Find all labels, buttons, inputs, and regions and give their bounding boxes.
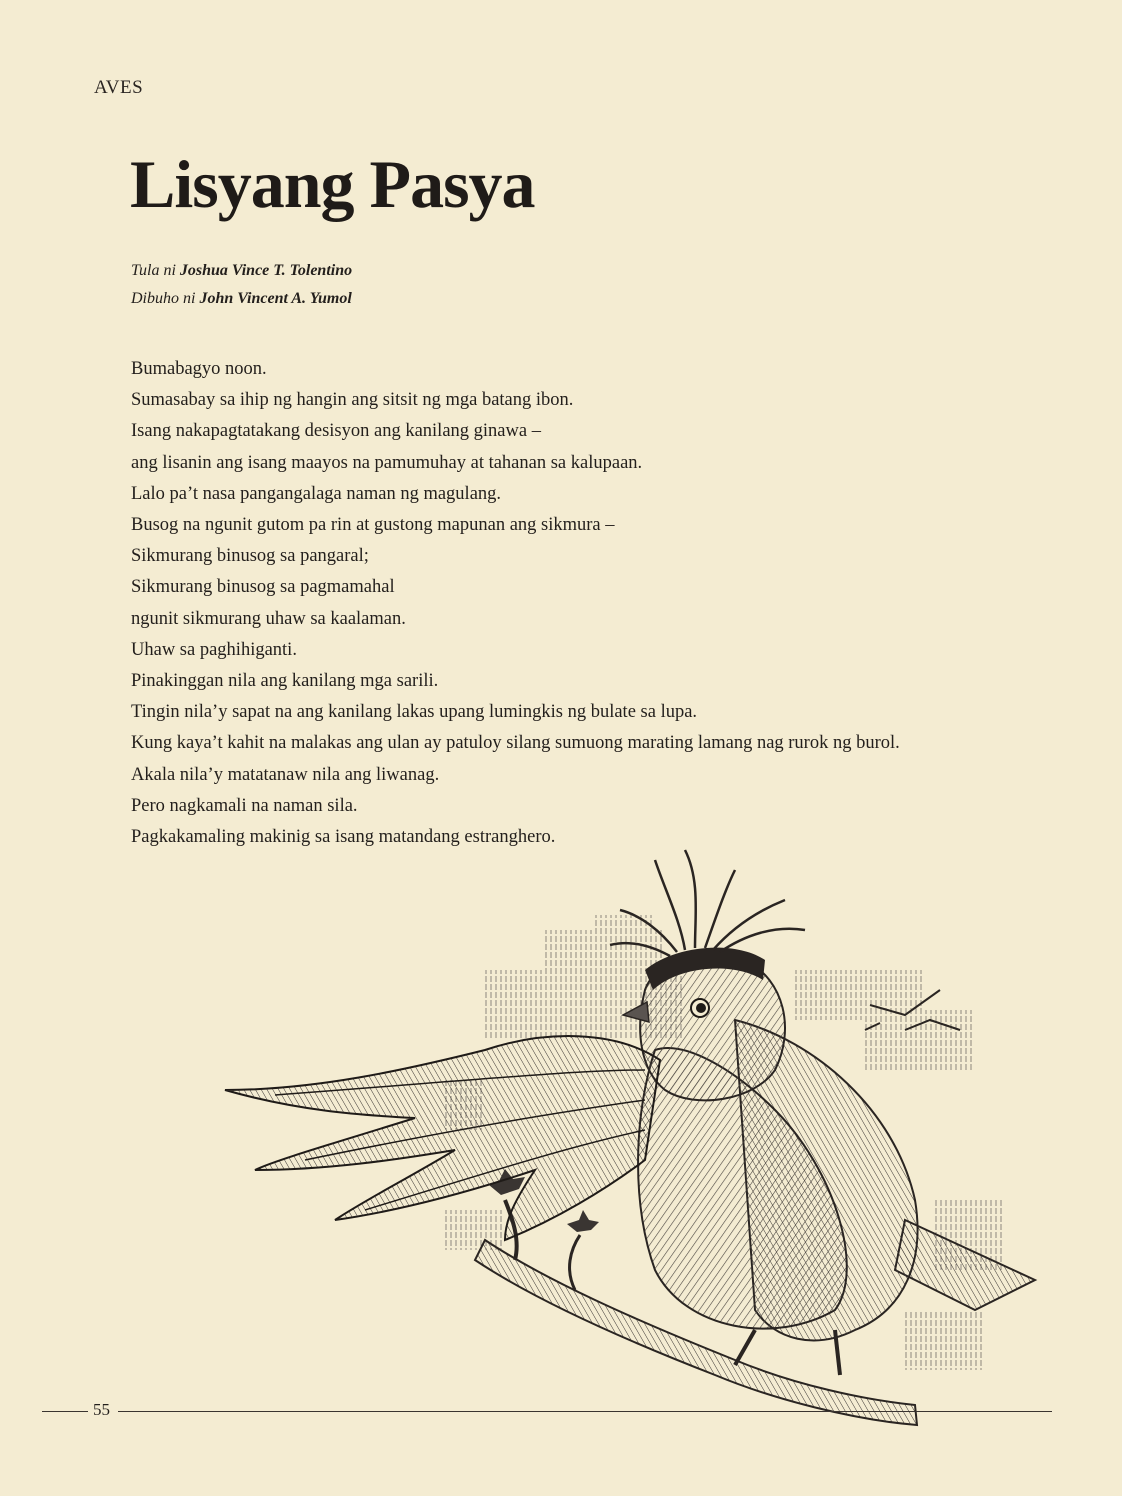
poem-line: Sumasabay sa ihip ng hangin ang sitsit ng mga batang ibon. bbox=[131, 390, 574, 411]
poem-line: Pero nagkamali na naman sila. bbox=[131, 795, 358, 816]
section-label: AVES bbox=[94, 77, 144, 98]
poem-line: Sikmurang binusog sa pangaral; bbox=[131, 546, 369, 567]
poem-credit bbox=[131, 257, 352, 285]
art-credit bbox=[131, 285, 352, 313]
credits bbox=[131, 257, 352, 313]
poem-line: Pinakinggan nila ang kanilang mga sarili. bbox=[131, 671, 439, 692]
art-credit-prefix: Dibuho ni bbox=[131, 290, 200, 307]
poem-line: Busog na ngunit gutom pa rin at gustong mapunan ang sikmura – bbox=[131, 515, 615, 536]
footer-rule-right bbox=[118, 1411, 1052, 1412]
poem-author: Joshua Vince T. Tolentino bbox=[179, 262, 353, 279]
bird-body bbox=[610, 850, 1035, 1375]
poem-line: Lalo pa’t nasa pangangalaga naman ng magulang. bbox=[131, 483, 502, 504]
poem-line: Bumabagyo noon. bbox=[131, 359, 267, 379]
page-title: Lisyang Pasya bbox=[130, 146, 535, 222]
bird-illustration bbox=[215, 840, 1075, 1430]
art-author: John Vincent A. Yumol bbox=[199, 290, 352, 307]
poem-line: Tingin nila’y sapat na ang kanilang lakas upang lumingkis ng bulate sa lupa. bbox=[131, 702, 698, 723]
poem-line: Kung kaya’t kahit na malakas ang ulan ay patuloy silang sumuong marating lamang nag rurok ng burol. bbox=[131, 733, 900, 754]
bird-wing bbox=[225, 1036, 660, 1240]
poem-line: ngunit sikmurang uhaw sa kaalaman. bbox=[131, 608, 406, 629]
poem-line: Akala nila’y matatanaw nila ang liwanag. bbox=[131, 764, 440, 785]
poem-line: Isang nakapagtatakang desisyon ang kanilang ginawa – bbox=[131, 421, 541, 442]
page-number: 55 bbox=[93, 1400, 110, 1419]
poem-line: Uhaw sa paghihiganti. bbox=[131, 639, 297, 660]
poem-credit-prefix: Tula ni bbox=[131, 262, 180, 279]
poem-line: Sikmurang binusog sa pagmamahal bbox=[131, 577, 395, 598]
poem-line: ang lisanin ang isang maayos na pamumuhay at tahanan sa kalupaan. bbox=[131, 452, 643, 473]
poem-line: Pagkakamaling makinig sa isang matandang estranghero. bbox=[131, 827, 556, 848]
footer-rule-left bbox=[42, 1411, 88, 1412]
poem-body bbox=[131, 354, 971, 853]
